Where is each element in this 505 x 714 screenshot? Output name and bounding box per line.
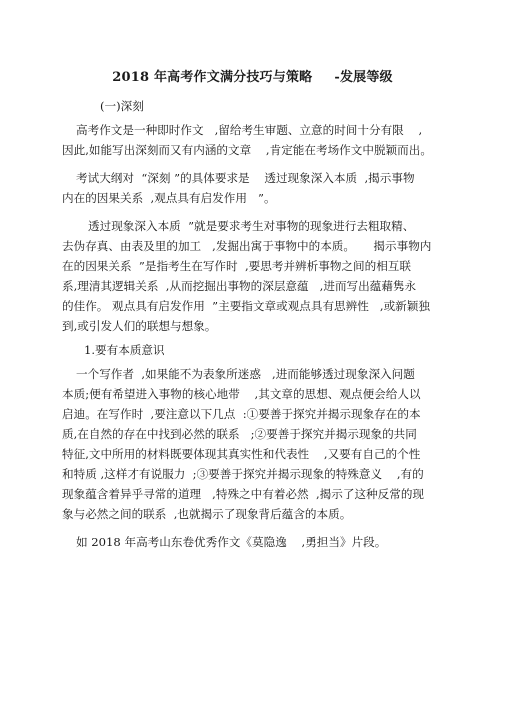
title-main: 2018 年高考作文满分技巧与策略	[112, 70, 313, 85]
paragraph-line: 一个写作者 ,如果能不为表象所迷惑 ,进而能够透过现象深入问题	[76, 367, 415, 381]
paragraph-line: 的佳作。 观点具有启发作用 ”主要指文章或观点具有思辨性 ,或新颖独	[62, 299, 430, 313]
paragraph-line: 考试大纲对 “深刻 ”的具体要求是 透过现象深入本质 ,揭示事物	[76, 171, 415, 185]
paragraph-2	[62, 168, 442, 208]
paragraph-line: 如 2018 年高考山东卷优秀作文《莫隐逸 ,勇担当》片段。	[76, 535, 387, 549]
paragraph-line: 高考作文是一种即时作文 ,留给考生审题、立意的时间十分有限 ,	[76, 123, 423, 137]
title-suffix: -发展等级	[334, 70, 393, 85]
paragraph-1	[62, 120, 442, 160]
paragraph-line: 特征,文中所用的材料既要体现其真实性和代表性 ,又要有自己的个性	[62, 447, 421, 461]
paragraph-line: 因此,如能写出深刻而又有内涵的文章 ,肯定能在考场作文中脱颖而出。	[62, 143, 432, 157]
paragraph-line: 启迪。在写作时 ,要注意以下几点 :①要善于探究并揭示现象存在的本	[62, 407, 421, 421]
paragraph-line: 本质;便有希望进入事物的核心地带 ,其文章的思想、观点便会给人以	[62, 387, 421, 401]
paragraph-5	[62, 532, 442, 552]
document-body	[62, 96, 442, 552]
paragraph-line: 质,在自然的存在中找到必然的联系 ;②要善于探究并揭示现象的共同	[62, 427, 417, 441]
paragraph-line: 到,或引发人们的联想与想象。	[62, 319, 217, 333]
section-heading: (一)深刻	[100, 99, 144, 113]
subheading: 1.要有本质意识	[84, 343, 165, 357]
paragraph-line: 去伪存真、由表及里的加工 ,发掘出寓于事物中的本质。 揭示事物内	[62, 239, 432, 253]
paragraph-line: 象与必然之间的联系 ,也就揭示了现象背后蕴含的本质。	[62, 507, 352, 521]
paragraph-line: 在的因果关系 ”是指考生在写作时 ,要思考并辨析事物之间的相互联	[62, 259, 411, 273]
paragraph-line: 内在的因果关系 ,观点具有启发作用 ”。	[62, 191, 276, 205]
paragraph-line: 系,理清其逻辑关系 ,从而挖掘出事物的深层意蕴 ,进而写出蕴藉隽永	[62, 279, 417, 293]
paragraph-line: 透过现象深入本质 ”就是要求考生对事物的现象进行去粗取精、	[88, 219, 415, 233]
document-title	[0, 66, 505, 85]
paragraph-line: 现象蕴含着异乎寻常的道理 ,特殊之中有着必然 ,揭示了这种反常的现	[62, 487, 425, 501]
paragraph-3	[62, 216, 442, 336]
paragraph-line: 和特质 ,这样才有说服力 ;③要善于探究并揭示现象的特殊意义 ,有的	[62, 467, 424, 481]
paragraph-4	[62, 364, 442, 524]
